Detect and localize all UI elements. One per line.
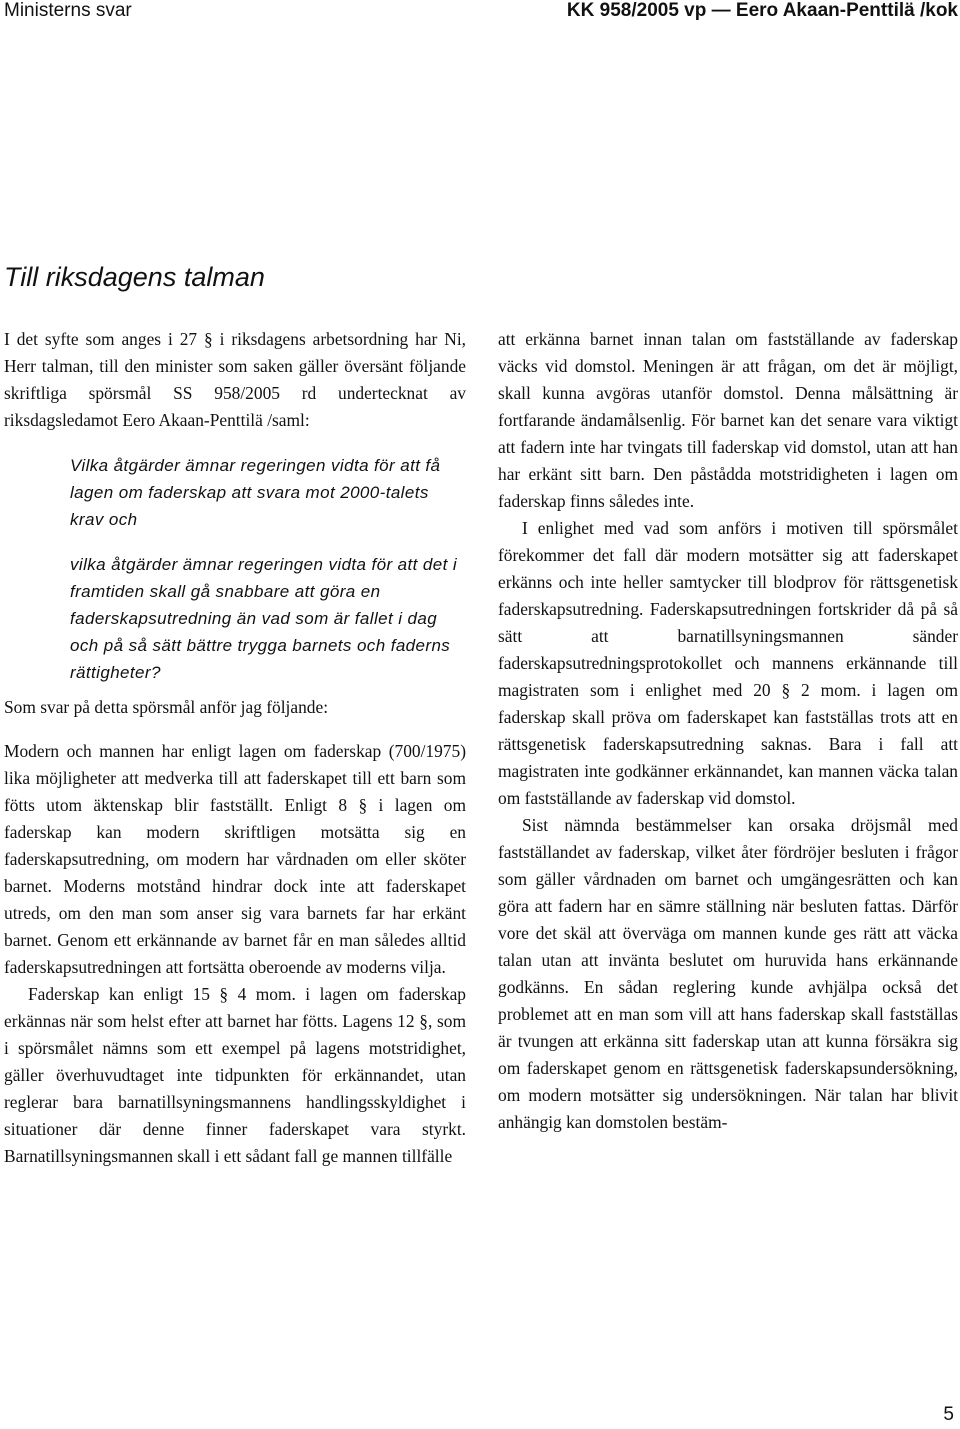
answer-paragraph-1: Modern och mannen har enligt lagen om faderskap (700/1975) lika möjligheter att medverka till att faderskapet till ett barn som fötts utom äktenskap blir fastställt. Enligt 8 § i lagen om faderskap kan modern skriftligen motsätta sig en faderskapsutredning, om modern har vårdnaden om eller sköter barnet. Moderns motstånd hindrar dock inte att faderskapet utreds, om den man som anser sig vara barnets far har erkänt barnet. Genom ett erkännande av barnet får en man således alltid faderskapsutredningen att fortsätta oberoende av moderns vilja. (4, 741, 466, 977)
right-paragraph-1: att erkänna barnet innan talan om fastställande av faderskap väcks vid domstol. Meningen är att frågan, om det är möjligt, skall kunna avgöras utanför domstol. Denna målsättning är fortfarande ändamålsenlig. För barnet kan det senare vara viktigt att fadern inte har tvingats till faderskap vid domstol, utan att han har erkänt sitt barn. Den påstådda motstridigheten i lagen om faderskap finns således inte. (498, 329, 958, 511)
left-column (4, 326, 466, 1170)
header-section-label: Ministerns svar (4, 0, 132, 21)
question-2: vilka åtgärder ämnar regeringen vidta för att det i framtiden skall gå snabbare att göra en faderskapsutredning än vad som är fallet i dag och på så sätt bättre trygga barnets och faderns rättigheter? (70, 555, 458, 682)
intro-paragraph: I det syfte som anges i 27 § i riksdagens arbetsordning har Ni, Herr talman, till den minister som saken gäller översänt följande skriftliga spörsmål SS 958/2005 rd undertecknat av riksdagsledamot Eero Akaan-Penttilä /saml: (4, 329, 466, 430)
page-header (0, 0, 960, 24)
right-column (498, 326, 958, 1136)
letter-title: Till riksdagens talman (4, 262, 265, 292)
answer-intro: Som svar på detta spörsmål anför jag följande: (4, 697, 329, 717)
right-paragraph-3: Sist nämnda bestämmelser kan orsaka dröjsmål med fastställandet av faderskap, vilket åter fördröjer besluten i frågor som gäller vårdnaden om barnet och umgängesrätten och kan göra att fadern har en sämre ställning när besluten fattas. Därför vore det skäl att överväga om mannen kunde ges rätt att väcka talan utan att invänta beslutet om huruvida hans erkännande godkänns. En sådan reglering kunde avhjälpa också det problemet att en man som vill att hans faderskap skall fastställas är tvungen att erkänna sitt faderskap utan att kunna försäkra sig om faderskapet genom en rättsgenetisk faderskapsundersökning, om modern motsätter sig undersökningen. När talan har blivit anhängig kan domstolen bestäm- (498, 815, 958, 1132)
right-paragraph-2: I enlighet med vad som anförs i motiven till spörsmålet förekommer det fall där modern motsätter sig att faderskapet erkänns och inte heller samtycker till blodprov för rättsgenetisk faderskapsutredning. Faderskapsutredningen fortskrider då på så sätt att barnatillsyningsmannen sänder faderskapsutredningsprotokollet och mannens erkännande till magistraten som i enlighet med 20 § 2 mom. i lagen om faderskap skall pröva om faderskapet kan fastställas trots att en rättsgenetisk faderskapsutredning saknas. Bara i fall att magistraten inte godkänner erkännandet, kan mannen väcka talan om fastställande av faderskap vid domstol. (498, 518, 958, 808)
answer-paragraph-2: Faderskap kan enligt 15 § 4 mom. i lagen om faderskap erkännas när som helst efter att barnet har fötts. Lagens 12 §, som i spörsmålet nämns som ett exempel på lagens motstridighet, gäller överhuvudtaget inte tidpunkten för erkännandet, utan reglerar bara barnatillsyningsmannens handlingsskyldighet i situationer där denne finner faderskapet vara styrkt. Barnatillsyningsmannen skall i ett sådant fall ge mannen tillfälle (4, 984, 466, 1166)
page-number: 5 (943, 1404, 954, 1425)
question-1: Vilka åtgärder ämnar regeringen vidta för att få lagen om faderskap att svara mot 2000-talets krav och (70, 456, 441, 529)
header-document-ref: KK 958/2005 vp — Eero Akaan-Penttilä /kok (566, 0, 958, 21)
